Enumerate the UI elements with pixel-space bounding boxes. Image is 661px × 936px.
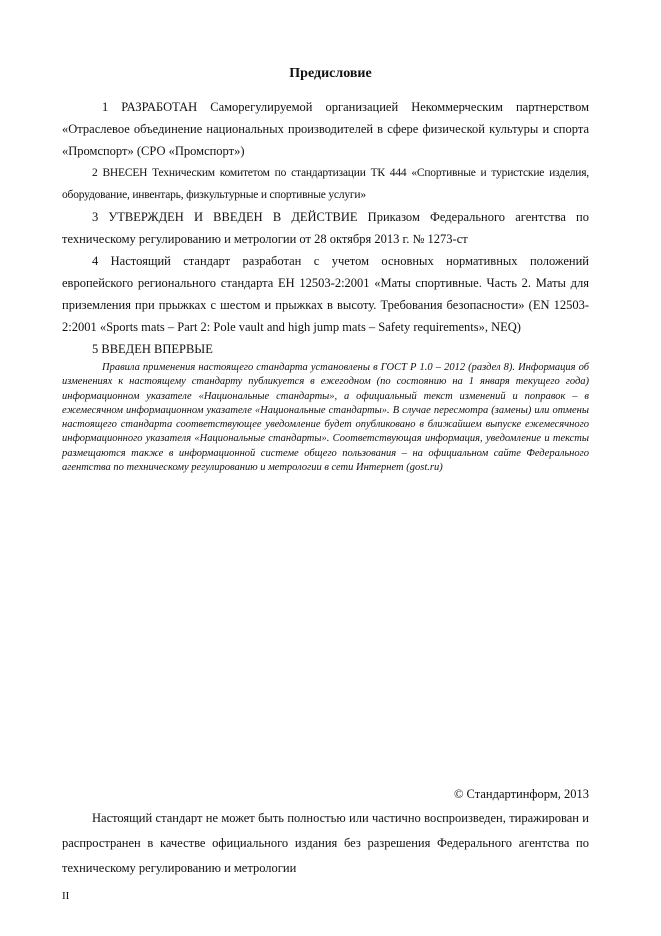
foreword-item-3: 3 УТВЕРЖДЕН И ВВЕДЕН В ДЕЙСТВИЕ Приказом Федерального агентства по техническому регулированию и метрологии от 28 октября 2013 г. № 1273-ст xyxy=(62,210,589,246)
foreword-item-4: 4 Настоящий стандарт разработан с учетом основных нормативных положений европейского регионального стандарта ЕН 12503-2:2001 «Маты спортивные. Часть 2. Маты для приземления при прыжках с шестом и прыжках в высоту. Требования безопасности» (EN 12503-2:2001 «Sports mats – Part 2: Pole vault and high jump mats – Safety requirements», NEQ) xyxy=(62,254,589,334)
foreword-item-1: 1 РАЗРАБОТАН Саморегулируемой организацией Некоммерческим партнерством «Отраслевое объединение национальных производителей в сфере физической культуры и спорта «Промспорт» (СРО «Промспорт») xyxy=(62,100,589,158)
foreword-item-2: 2 ВНЕСЕН Техническим комитетом по стандартизации ТК 444 «Спортивные и туристские изделия, оборудование, инвентарь, физкультурные и спортивные услуги» xyxy=(62,167,589,201)
copyright-line: © Стандартинформ, 2013 xyxy=(453,787,589,801)
foreword-item-5: 5 ВВЕДЕН ВПЕРВЫЕ xyxy=(92,342,213,356)
reproduction-notice: Настоящий стандарт не может быть полностью или частично воспроизведен, тиражирован и распространен в качестве официального издания без разрешения Федерального агентства по техническому регулированию и метрологии xyxy=(62,811,589,875)
page-number: II xyxy=(62,890,70,902)
application-rules-note: Правила применения настоящего стандарта установлены в ГОСТ Р 1.0 – 2012 (раздел 8). Информация об изменениях к настоящему стандарту публикуется в ежегодном (по состоянию на 1 января текущего года) информационном указателе «Национальные стандарты», а официальный текст изменений и поправок – в ежемесячном информационном указателе «Национальные стандарты». В случае пересмотра (замены) или отмены настоящего стандарта соответствующее уведомление будет опубликовано в ближайшем выпуске ежемесячного информационного указателя «Национальные стандарты». Соответствующая информация, уведомление и тексты размещаются также в информационной системе общего пользования – на официальном сайте Федерального агентства по техническому регулированию и метрологии в сети Интернет (gost.ru) xyxy=(62,362,589,474)
foreword-body xyxy=(62,96,589,475)
page-title: Предисловие xyxy=(289,66,372,81)
